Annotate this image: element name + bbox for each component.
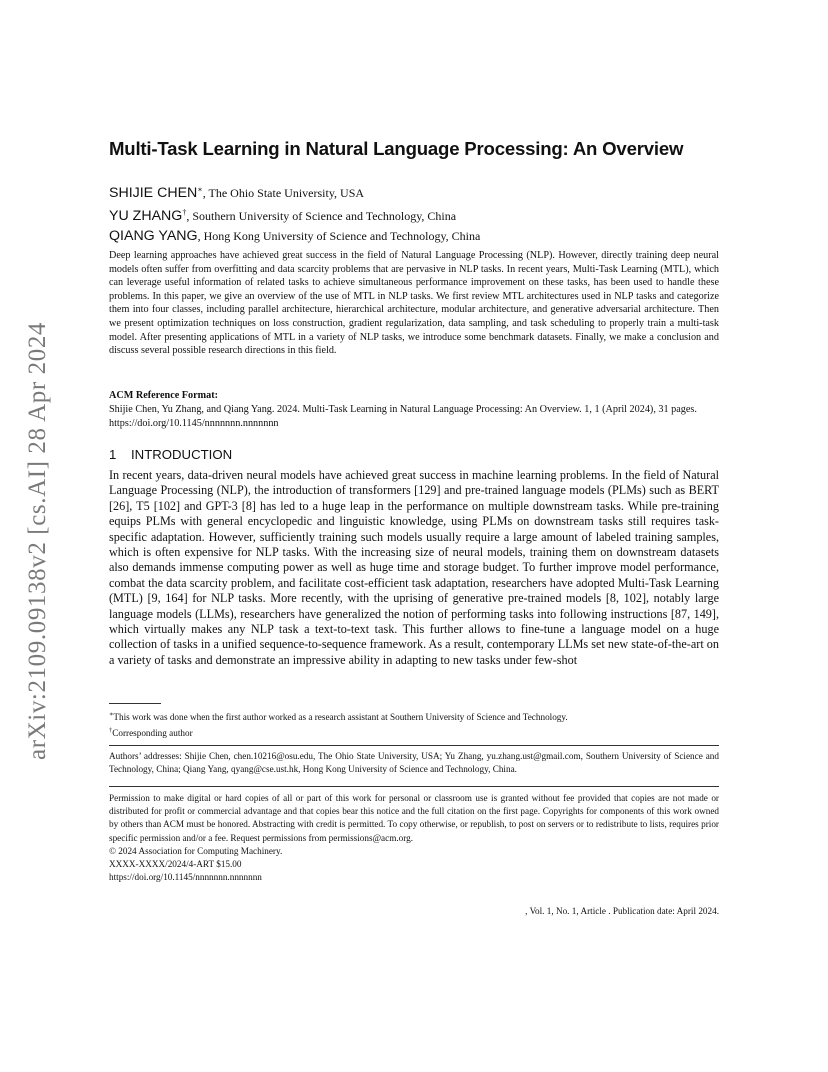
author-list — [109, 180, 719, 246]
author-name: QIANG YANG — [109, 228, 198, 244]
arxiv-identifier: arXiv:2109.09138v2 [cs.AI] 28 Apr 2024 — [24, 321, 51, 760]
author-entry — [109, 180, 719, 203]
permission-divider — [109, 786, 719, 787]
footnotes — [109, 708, 719, 740]
author-entry — [109, 226, 719, 246]
author-affiliation: , Hong Kong University of Science and Technology, China — [197, 229, 481, 243]
author-affiliation: , Southern University of Science and Technology, China — [186, 209, 457, 223]
author-name: SHIJIE CHEN — [109, 185, 198, 201]
acm-reference-label: ACM Reference Format: — [109, 390, 218, 401]
permission-notice — [109, 792, 719, 884]
author-mark: † — [182, 208, 187, 217]
author-entry — [109, 203, 719, 226]
footnote-divider — [109, 703, 161, 704]
author-mark: ∗ — [197, 185, 203, 194]
author-name: YU ZHANG — [109, 208, 183, 224]
addresses-divider — [109, 745, 719, 746]
footnote-text: Corresponding author — [112, 728, 193, 739]
section-title: INTRODUCTION — [131, 447, 233, 462]
section-number: 1 — [109, 447, 117, 462]
footnote — [109, 724, 719, 740]
author-affiliation: , The Ohio State University, USA — [202, 186, 365, 200]
author-addresses: Authors’ addresses: Shijie Chen, chen.10216@osu.edu, The Ohio State University, USA; Yu Zhang, yu.zhang.ust@gmail.com, Southern University of Science and Technology, China; Qiang Yang, qyang@cse.ust.hk, Hong Kong University of Science and Technology, China. — [109, 751, 719, 775]
acm-reference — [109, 389, 719, 431]
abstract: Deep learning approaches have achieved great success in the field of Natural Language Processing (NLP). However, directly training deep neural models often suffer from overfitting and data scarcity problems that are pervasive in NLP tasks. In recent years, Multi-Task Learning (MTL), which can leverage useful information of related tasks to achieve simultaneous performance improvement on these tasks, has been used to handle these problems. In this paper, we give an overview of the use of MTL in NLP tasks. We first review MTL architectures used in NLP tasks and categorize them into four classes, including parallel architecture, hierarchical architecture, modular architecture, and generative adversarial architecture. Then we present optimization techniques on loss construction, gradient regularization, data sampling, and task scheduling to properly train a multi-task model. After presenting applications of MTL in a variety of NLP tasks, we introduce some benchmark datasets. Finally, we make a conclusion and discuss several possible research directions in this field. — [109, 250, 719, 357]
introduction-paragraph: In recent years, data-driven neural models have achieved great success in machine learning problems. In the field of Natural Language Processing (NLP), the introduction of transformers [129] and pre-trained language models (PLMs) such as BERT [26], T5 [102] and GPT-3 [8] has led to a huge leap in the performance on multiple downstream tasks. While pre-training equips PLMs with general encyclopedic and linguistic knowledge, using PLMs on downstream tasks still requires task-specific adaptation. However, sufficiently training such models usually require a large amount of labeled training samples, which is often expensive for NLP tasks. With the increasing size of neural models, training them on downstream datasets also demands immense computing power as well as huge time and storage budget. To further improve model performance, combat the data scarcity problem, and facilitate cost-efficient task adaptation, researchers have adopted Multi-Task Learning (MTL) [9, 164] for NLP tasks. More recently, with the uprising of generative pre-trained models [8, 102], notably large language models (LLMs), researchers have generalized the notion of performing tasks into following instructions [87, 149], which virtually makes any NLP task a text-to-text task. This further allows to fine-tune a language model on a huge collection of tasks in a unified sequence-to-sequence framework. As a result, contemporary LLMs set new state-of-the-art on a variety of tasks and demonstrate an impressive ability in adapting to new tasks under few-shot — [109, 468, 719, 667]
footnote-mark: ∗ — [109, 711, 114, 718]
footnote-mark: † — [109, 727, 113, 735]
section-heading — [109, 447, 719, 462]
doi-link[interactable]: https://doi.org/10.1145/nnnnnnn.nnnnnnn — [109, 872, 262, 883]
permission-text: Permission to make digital or hard copies of all or part of this work for personal or classroom use is granted without fee provided that copies are not made or distributed for profit or commercial advantage and that copies bear this notice and the full citation on the first page. Copyrights for components of this work owned by others than ACM must be honored. Abstracting with credit is permitted. To copy otherwise, or republish, to post on servers or to redistribute to lists, requires prior specific permission and/or a fee. Request permissions from permissions@acm.org. — [109, 793, 719, 843]
price-code: XXXX-XXXX/2024/4-ART $15.00 — [109, 859, 242, 870]
paper-title: Multi-Task Learning in Natural Language Processing: An Overview — [109, 138, 684, 159]
acm-reference-text: Shijie Chen, Yu Zhang, and Qiang Yang. 2024. Multi-Task Learning in Natural Language Processing: An Overview. 1, 1 (April 2024), 31 pages. https://doi.org/10.1145/nnnnnnn.nnnnnnn — [109, 404, 697, 429]
publication-info: , Vol. 1, No. 1, Article . Publication date: April 2024. — [525, 906, 719, 916]
copyright-line: © 2024 Association for Computing Machinery. — [109, 845, 283, 856]
footnote-text: This work was done when the first author worked as a research assistant at Southern University of Science and Technology. — [113, 712, 568, 723]
footnote — [109, 708, 719, 724]
